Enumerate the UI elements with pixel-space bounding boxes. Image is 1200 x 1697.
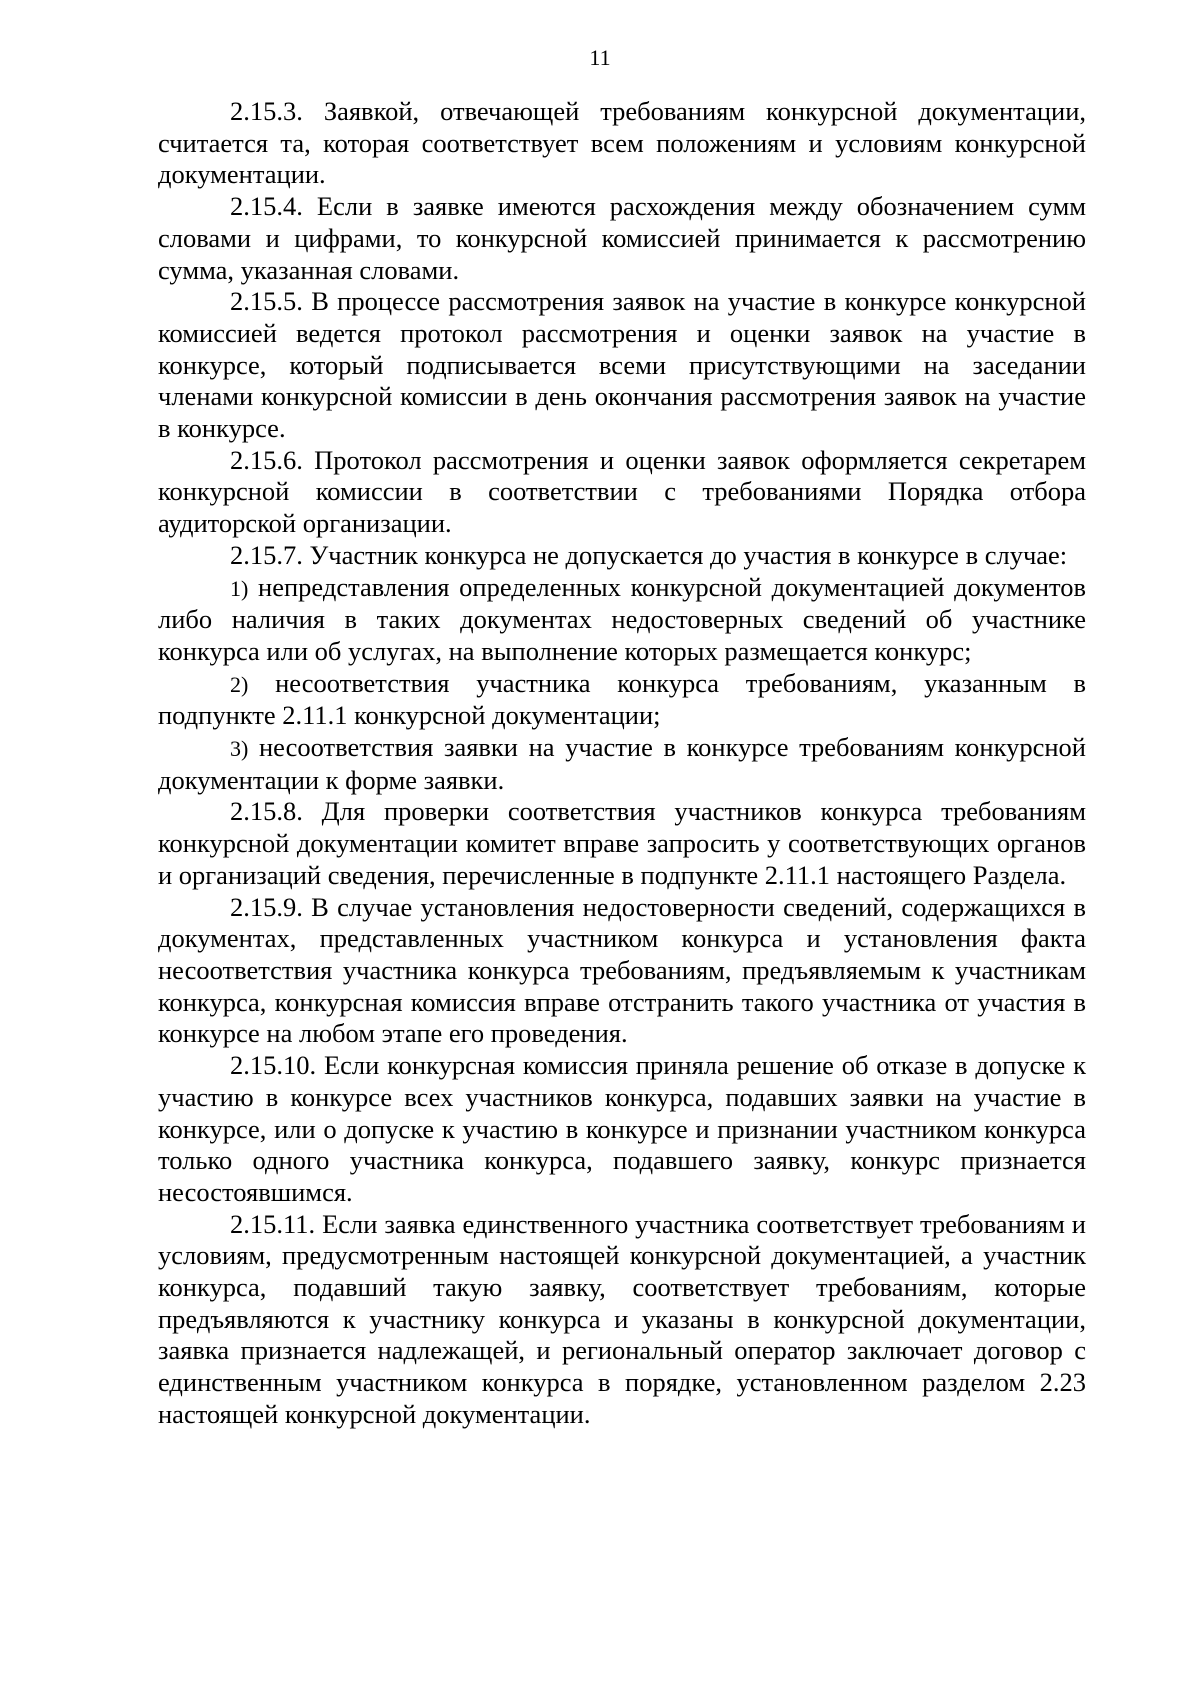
sub-item-number: 3): [230, 736, 249, 762]
paragraph-2-15-11: [158, 1209, 1086, 1431]
paragraph-text: Если конкурсная комиссия приняла решение об отказе в допуске к участию в конкурсе всех участников конкурса, подавших заявки на участие в конкурсе, или о допуске к участию в конкурсе и признании участником конкурса только одного участника конкурса, подавшего заявку, конкурс признается несостоявшимся.: [158, 1050, 1087, 1207]
sub-item-text: несоответствия участника конкурса требованиям, указанным в подпункте 2.11.1 конкурсной документации;: [158, 667, 1087, 731]
paragraph-text: В случае установления недостоверности сведений, содержащихся в документах, представленных участником конкурса и установления факта несоответствия участника конкурса требованиям, предъявляемым к участникам конкурса, конкурсная комиссия вправе отстранить такого участника от участия в конкурсе на любом этапе его проведения.: [158, 891, 1087, 1049]
item-number: 2.15.10.: [230, 1050, 317, 1081]
paragraph-text: Для проверки соответствия участников конкурса требованиям конкурсной документации комитет вправе запросить у соответствующих органов и организаций сведения, перечисленные в подпункте 2.11.1 настоящего Раздела.: [158, 796, 1086, 890]
item-number: 2.15.4.: [230, 191, 303, 222]
paragraph-text: Участник конкурса не допускается до участия в конкурсе в случае:: [309, 539, 1068, 570]
item-number: 2.15.11.: [230, 1208, 316, 1239]
paragraph-2-15-6: [158, 445, 1086, 540]
paragraph-2-15-8: [158, 796, 1086, 891]
sub-item-1: [158, 572, 1086, 668]
sub-item-text: несоответствия заявки на участие в конкурсе требованиям конкурсной документации к форме заявки.: [158, 732, 1086, 795]
item-number: 2.15.9.: [230, 891, 303, 922]
sub-item-2: [158, 668, 1086, 732]
document-body: [158, 96, 1086, 1431]
sub-item-number: 2): [230, 671, 249, 697]
paragraph-text: В процессе рассмотрения заявок на участие в конкурсе конкурсной комиссией ведется протокол рассмотрения и оценки заявок на участие в конкурсе, который подписывается всеми присутствующими на заседании членами конкурсной комиссии в день окончания рассмотрения заявок на участие в конкурсе.: [158, 286, 1086, 444]
sub-item-number: 1): [230, 575, 249, 601]
sub-item-3: [158, 732, 1086, 796]
page-number: 11: [589, 45, 611, 70]
paragraph-text: Если заявка единственного участника соответствует требованиям и условиям, предусмотренным настоящей конкурсной документацией, а участник конкурса, подавший такую заявку, соответствует требованиям, которые предъявляются к участнику конкурса и указаны в конкурсной документации, заявка признается надлежащей, и региональный оператор заключает договор с единственным участником конкурса в порядке, установленном разделом 2.23 настоящей конкурсной документации.: [158, 1208, 1086, 1429]
item-number: 2.15.6.: [230, 444, 303, 475]
paragraph-2-15-4: [158, 191, 1086, 286]
paragraph-text: Если в заявке имеются расхождения между обозначением сумм словами и цифрами, то конкурсной комиссией принимается к рассмотрению сумма, указанная словами.: [158, 191, 1086, 285]
paragraph-2-15-9: [158, 892, 1086, 1051]
item-number: 2.15.3.: [230, 96, 303, 126]
paragraph-text: Заявкой, отвечающей требованиям конкурсной документации, считается та, которая соответствует всем положениям и условиям конкурсной документации.: [158, 96, 1087, 190]
item-number: 2.15.5.: [230, 286, 303, 317]
paragraph-2-15-7: [158, 540, 1086, 572]
paragraph-2-15-3: [158, 96, 1086, 191]
item-number: 2.15.7.: [230, 539, 303, 570]
item-number: 2.15.8.: [230, 796, 303, 827]
paragraph-text: Протокол рассмотрения и оценки заявок оформляется секретарем конкурсной комиссии в соответствии с требованиями Порядка отбора аудиторской организации.: [158, 444, 1087, 539]
paragraph-2-15-5: [158, 286, 1086, 445]
sub-item-text: непредставления определенных конкурсной документацией документов либо наличия в таких документах недостоверных сведений об участнике конкурса или об услугах, на выполнение которых размещается конкурс;: [158, 571, 1087, 666]
paragraph-2-15-10: [158, 1050, 1086, 1209]
